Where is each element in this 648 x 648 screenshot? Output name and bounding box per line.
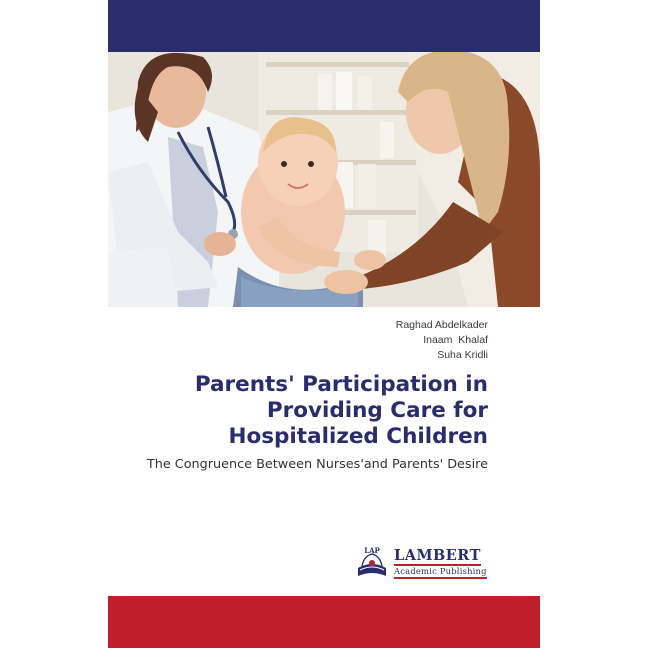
publisher-name: LAMBERT: [394, 547, 481, 564]
book-title: [148, 372, 488, 450]
publisher-tagline: Academic Publishing: [394, 566, 487, 579]
publisher-logo: [354, 546, 494, 582]
author-name: Raghad Abdelkader: [395, 319, 488, 331]
photo-nurse-baby-parent-icon: [108, 52, 540, 307]
author-name: Suha Kridli: [437, 349, 488, 361]
top-color-band: [108, 0, 540, 52]
author-name: Inaam Khalaf: [423, 334, 488, 346]
cover-photo: [108, 52, 540, 307]
title-line: Hospitalized Children: [228, 424, 488, 449]
bottom-color-band: [108, 596, 540, 648]
book-subtitle: The Congruence Between Nurses'and Parents' Desire: [146, 457, 488, 472]
author-list: [396, 318, 488, 363]
book-cover: [108, 0, 540, 648]
title-line: Parents' Participation in: [194, 372, 488, 397]
title-line: Providing Care for: [266, 398, 488, 423]
lap-emblem-text: LAP: [364, 546, 380, 555]
lap-emblem-icon: [354, 546, 390, 582]
